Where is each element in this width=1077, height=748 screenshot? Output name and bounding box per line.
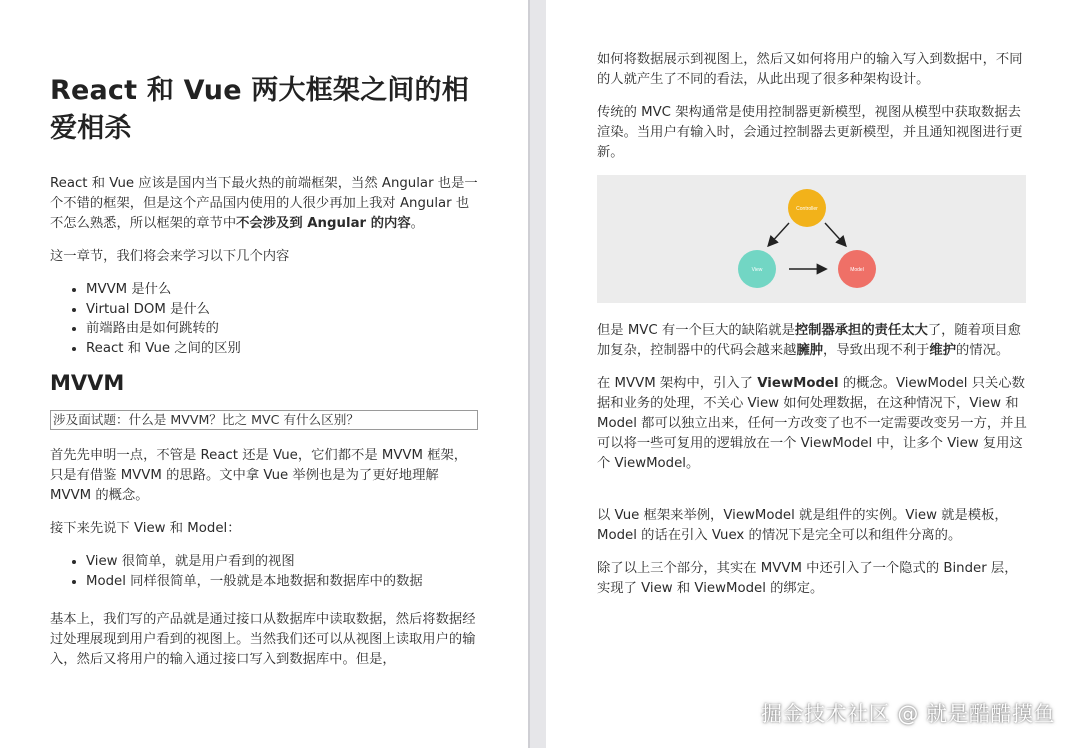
paragraph: 接下来先说下 View 和 Model：	[50, 521, 241, 537]
paragraph: 以 Vue 框架来举例，ViewModel 就是组件的实例。View 就是模板，Model 的话在引入 Vuex 的情况下是完全可以和组件分离的。	[597, 508, 1008, 543]
paragraph: 传统的 MVC 架构通常是使用控制器更新模型，视图从模型中获取数据去渲染。当用户有输入时，会通过控制器去更新模型，并且通知视图进行更新。	[597, 105, 1023, 160]
list-item: • React 和 Vue 之间的区别	[86, 339, 478, 359]
list-item: • MVVM 是什么	[86, 280, 478, 300]
paragraph: 基本上，我们写的产品就是通过接口从数据库中读取数据，然后将数据经过处理展现到用户看到的视图上。当然我们还可以从视图上读取用户的输入，然后又将用户的输入通过接口写入到数据库中。但是，	[50, 611, 476, 667]
list-item: • View 很简单，就是用户看到的视图	[86, 552, 478, 572]
chapter-intro: 这一章节，我们将会来学习以下几个内容	[50, 249, 290, 264]
paragraph: 如何将数据展示到视图上，然后又如何将用户的输入写入到数据中，不同的人就产生了不同的看法，从此出现了很多种架构设计。	[597, 52, 1023, 87]
topic-list	[50, 280, 478, 358]
list-item: • Virtual DOM 是什么	[86, 300, 478, 320]
right-page	[546, 0, 1077, 748]
arrow-controller-to-view	[769, 223, 789, 245]
section-heading-mvvm: MVVM	[50, 371, 125, 396]
arrow-controller-to-model	[825, 223, 845, 245]
interview-question-box: 涉及面试题：什么是 MVVM？比之 MVC 有什么区别？	[50, 410, 478, 430]
controller-label: Controller	[796, 206, 818, 212]
mvc-diagram	[597, 175, 1026, 303]
left-page	[0, 0, 528, 748]
watermark: 掘金技术社区 @ 就是酷酷摸鱼	[761, 702, 1055, 726]
mvc-diagram-svg	[597, 175, 1026, 303]
page-title: React 和 Vue 两大框架之间的相爱相杀	[50, 75, 469, 144]
view-label: View	[751, 267, 763, 273]
list-item: • Model 同样很简单，一般就是本地数据和数据库中的数据	[86, 572, 478, 592]
page-gutter	[528, 0, 546, 748]
paragraph: 除了以上三个部分，其实在 MVVM 中还引入了一个隐式的 Binder 层，实现了 View 和 ViewModel 的绑定。	[597, 561, 1018, 596]
paragraph: 首先先申明一点，不管是 React 还是 Vue，它们都不是 MVVM 框架，只是有借鉴 MVVM 的思路。文中拿 Vue 举例也是为了更好地理解 MVVM 的概念。	[50, 448, 468, 504]
model-label: Model	[850, 267, 864, 273]
intro-paragraph: React 和 Vue 应该是国内当下最火热的前端框架，当然 Angular 也是一个不错的框架，但是这个产品国内使用的人很少再加上我对 Angular 也不怎么熟悉，所以框架的章节中不会涉及到 Angular 的内容。	[50, 176, 478, 231]
paragraph: 在 MVVM 架构中，引入了 ViewModel 的概念。ViewModel 只关心数据和业务的处理，不关心 View 如何处理数据，在这种情况下，View 和 Model 都可以独立出来，任何一方改变了也不一定需要改变另一方，并且可以将一些可复用的逻辑放在一个 ViewModel 中，让多个 View 复用这个 ViewModel。	[597, 376, 1027, 471]
list-item: • 前端路由是如何跳转的	[86, 319, 478, 339]
paragraph: 但是 MVC 有一个巨大的缺陷就是控制器承担的责任太大了，随着项目愈加复杂，控制器中的代码会越来越臃肿，导致出现不利于维护的情况。	[597, 323, 1021, 358]
view-model-list	[50, 552, 478, 591]
